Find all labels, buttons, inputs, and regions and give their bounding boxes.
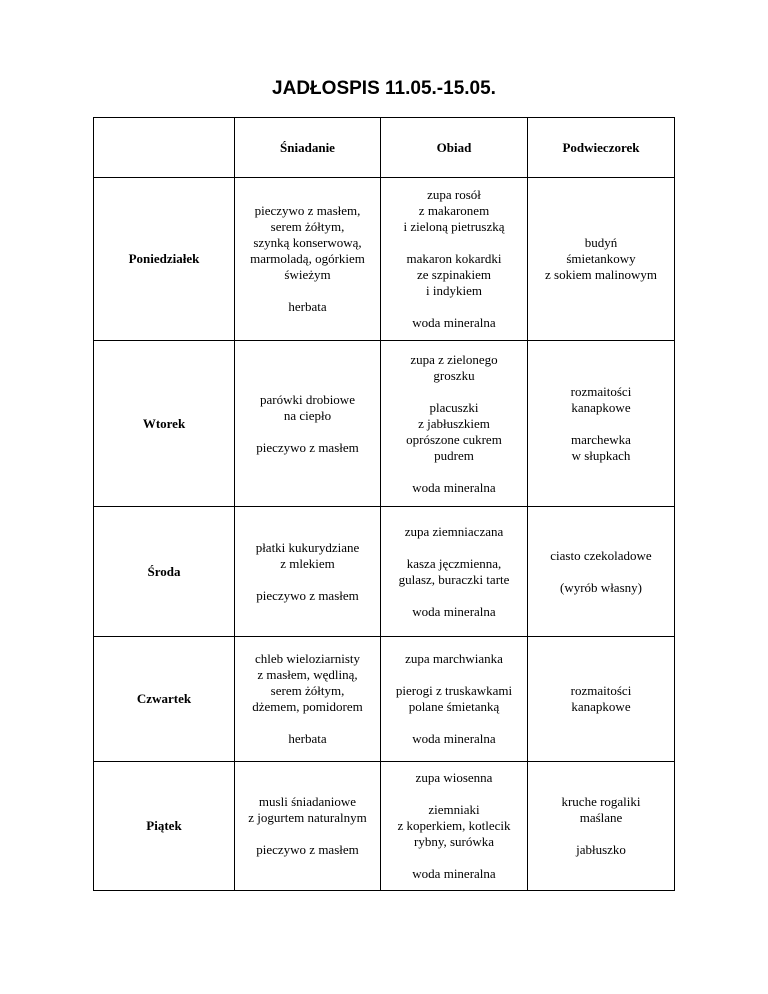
- podwieczorek-cell: [528, 341, 675, 507]
- menu-line: pierogi z truskawkami: [395, 683, 513, 698]
- cell-content: [387, 524, 521, 620]
- menu-line: w słupkach: [571, 447, 631, 463]
- menu-line: z mlekiem: [280, 555, 335, 571]
- obiad-cell: [381, 762, 528, 891]
- menu-line: placuszki: [429, 399, 479, 415]
- menu-line: zupa ziemniaczana: [404, 523, 504, 539]
- cell-content: [241, 794, 374, 858]
- menu-line: chleb wieloziarnisty: [254, 651, 361, 666]
- menu-line: woda mineralna: [412, 315, 496, 330]
- header-cell-obiad: Obiad: [381, 118, 528, 178]
- menu-line: gulasz, buraczki tarte: [398, 571, 510, 587]
- page-title: JADŁOSPIS 11.05.-15.05.: [272, 78, 496, 99]
- table-row: [94, 507, 675, 637]
- menu-line: z jabłuszkiem: [418, 415, 490, 431]
- menu-line: rozmaitości: [570, 683, 632, 698]
- menu-line: kanapkowe: [571, 699, 631, 714]
- menu-line: pieczywo z masłem: [256, 439, 359, 455]
- menu-line: z sokiem malinowym: [545, 267, 657, 282]
- menu-line: marchewka: [571, 431, 631, 447]
- cell-content: [387, 352, 521, 496]
- menu-line: pieczywo z masłem: [256, 587, 359, 603]
- menu-line: woda mineralna: [412, 479, 496, 495]
- menu-line: szynką konserwową,: [253, 235, 362, 250]
- obiad-cell: [381, 507, 528, 637]
- cell-content: [241, 540, 374, 604]
- menu-table: [93, 117, 675, 891]
- sniadanie-cell: [235, 178, 381, 341]
- menu-line: pudrem: [434, 447, 474, 463]
- cell-content: [534, 548, 668, 596]
- menu-line: rybny, surówka: [413, 834, 495, 849]
- menu-line: ziemniaki: [428, 802, 480, 817]
- menu-line: zupa marchwianka: [405, 651, 503, 666]
- menu-line: polane śmietanką: [408, 699, 500, 714]
- menu-line: kanapkowe: [571, 399, 631, 415]
- cell-content: [241, 392, 374, 456]
- menu-line: jabłuszko: [576, 842, 626, 857]
- header-cell-podwieczorek: Podwieczorek: [528, 118, 675, 178]
- menu-line: herbata: [288, 731, 327, 746]
- obiad-cell: [381, 341, 528, 507]
- table-row: [94, 341, 675, 507]
- menu-line: śmietankowy: [566, 251, 636, 266]
- menu-line: kasza jęczmienna,: [406, 555, 502, 571]
- menu-line: świeżym: [284, 267, 331, 282]
- menu-line: z makaronem: [418, 203, 490, 218]
- sniadanie-cell: [235, 762, 381, 891]
- menu-line: groszku: [433, 367, 475, 383]
- day-cell: Czwartek: [94, 637, 235, 762]
- menu-line: z masłem, wędliną,: [257, 667, 358, 682]
- menu-line: serem żółtym,: [270, 683, 345, 698]
- table-row: [94, 637, 675, 762]
- cell-content: [534, 794, 668, 858]
- obiad-cell: [381, 637, 528, 762]
- menu-line: rozmaitości: [570, 383, 632, 399]
- day-cell: Piątek: [94, 762, 235, 891]
- podwieczorek-cell: [528, 637, 675, 762]
- menu-line: i zieloną pietruszką: [403, 219, 505, 234]
- menu-line: maślane: [579, 810, 623, 825]
- header-cell-empty: [94, 118, 235, 178]
- header-cell-sniadanie: Śniadanie: [235, 118, 381, 178]
- menu-line: ze szpinakiem: [417, 267, 491, 282]
- sniadanie-cell: [235, 507, 381, 637]
- menu-line: oprószone cukrem: [406, 431, 502, 447]
- day-cell: Wtorek: [94, 341, 235, 507]
- menu-line: woda mineralna: [412, 866, 496, 881]
- menu-line: ciasto czekoladowe: [550, 547, 652, 563]
- menu-line: z jogurtem naturalnym: [248, 810, 367, 825]
- day-cell: Środa: [94, 507, 235, 637]
- menu-line: musli śniadaniowe: [258, 794, 357, 809]
- cell-content: [387, 187, 521, 331]
- menu-line: na ciepło: [283, 407, 332, 423]
- menu-line: zupa z zielonego: [410, 351, 498, 367]
- podwieczorek-cell: [528, 178, 675, 341]
- menu-line: z koperkiem, kotlecik: [397, 818, 511, 833]
- sniadanie-cell: [235, 341, 381, 507]
- menu-line: pieczywo z masłem: [256, 842, 359, 857]
- table-row: [94, 762, 675, 891]
- menu-line: płatki kukurydziane: [255, 539, 360, 555]
- cell-content: [387, 651, 521, 747]
- menu-line: budyń: [584, 235, 618, 250]
- day-cell: Poniedziałek: [94, 178, 235, 341]
- menu-line: woda mineralna: [412, 731, 496, 746]
- cell-content: [534, 683, 668, 715]
- menu-line: kruche rogaliki: [561, 794, 641, 809]
- menu-line: zupa wiosenna: [415, 770, 493, 785]
- menu-line: zupa rosół: [427, 187, 481, 202]
- menu-line: makaron kokardki: [406, 251, 502, 266]
- menu-line: (wyrób własny): [560, 579, 642, 595]
- table-row: [94, 178, 675, 341]
- menu-line: parówki drobiowe: [260, 391, 355, 407]
- menu-line: marmoladą, ogórkiem: [250, 251, 365, 266]
- obiad-cell: [381, 178, 528, 341]
- podwieczorek-cell: [528, 762, 675, 891]
- menu-line: serem żółtym,: [270, 219, 345, 234]
- cell-content: [241, 203, 374, 315]
- menu-line: pieczywo z masłem,: [254, 203, 361, 218]
- cell-content: [534, 235, 668, 283]
- sniadanie-cell: [235, 637, 381, 762]
- header-row: [94, 118, 675, 178]
- cell-content: [241, 651, 374, 747]
- cell-content: [387, 770, 521, 882]
- cell-content: [534, 384, 668, 464]
- menu-line: herbata: [288, 299, 327, 314]
- menu-line: i indykiem: [426, 283, 482, 298]
- menu-line: woda mineralna: [412, 603, 496, 619]
- menu-line: dżemem, pomidorem: [252, 699, 363, 714]
- podwieczorek-cell: [528, 507, 675, 637]
